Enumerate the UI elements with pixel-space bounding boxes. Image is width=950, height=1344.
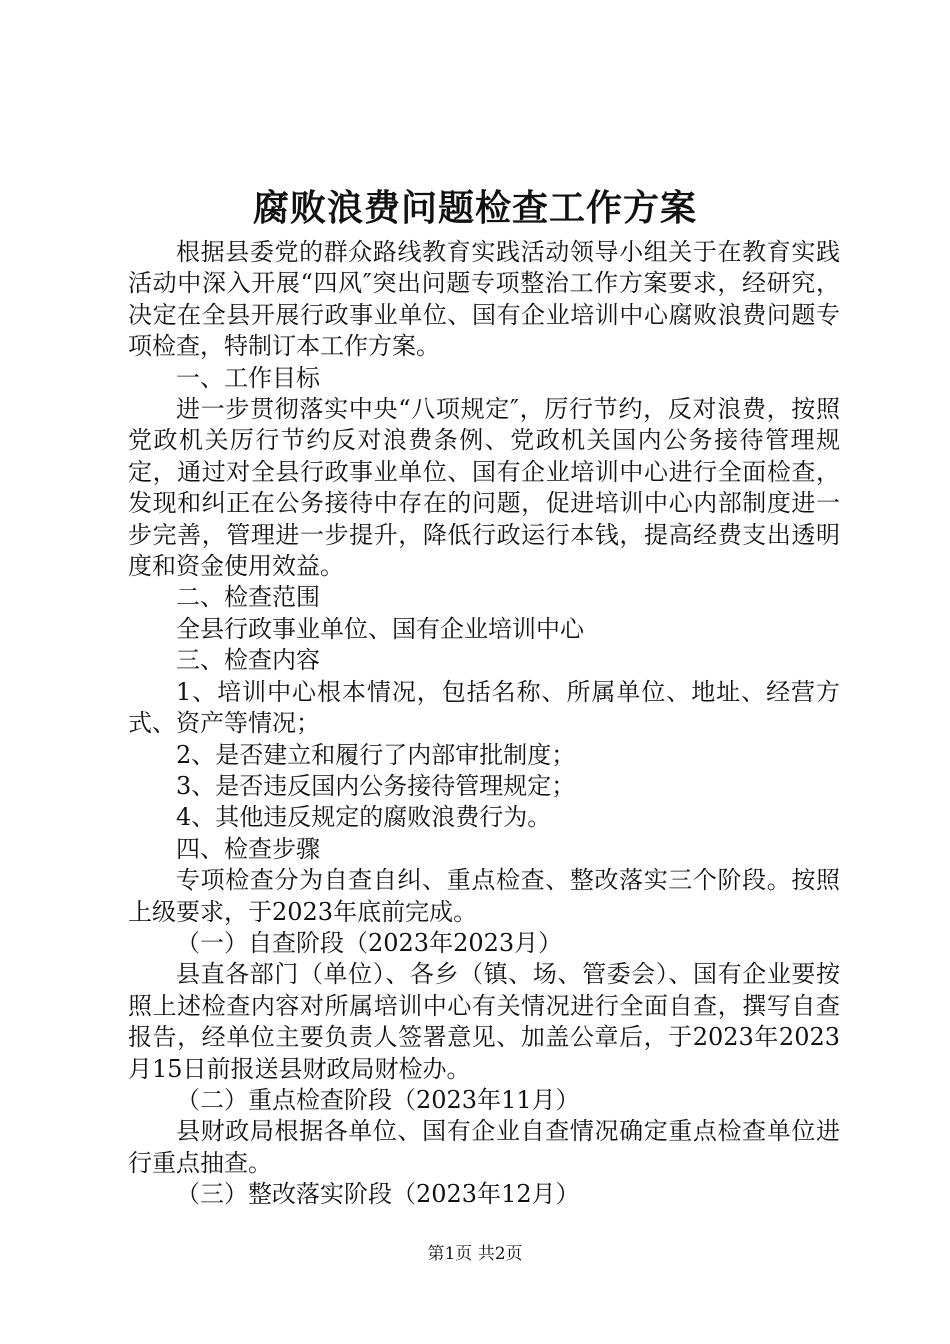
section-heading-goals: 一、工作目标 <box>176 363 320 392</box>
section-heading-scope: 二、检查范围 <box>176 583 320 612</box>
goals-paragraph: 进一步贯彻落实中央“八项规定″，厉行节约，反对浪费，按照党政机关厉行节约反对浪费条例、党政机关国内公务接待管理规定，通过对全县行政事业单位、国有企业培训中心进行全面检查，发现和纠正在公务接待中存在的问题，促进培训中心内部制度进一步完善，管理进一步提升，降低行政运行本钱，提高经费支出透明度和资金使用效益。 <box>128 395 840 581</box>
subheading-key-inspection: （二）重点检查阶段（2023年11月） <box>176 1085 580 1114</box>
subheading-rectification: （三）整改落实阶段（2023年12月） <box>176 1180 580 1209</box>
content-item-3: 3、是否违反国内公务接待管理规定； <box>176 771 576 800</box>
section-heading-content: 三、检查内容 <box>176 646 320 675</box>
section-heading-steps: 四、检查步骤 <box>176 834 320 863</box>
page-number-footer: 第1页 共2页 <box>427 1244 523 1264</box>
subheading-self-check: （一）自查阶段（2023年2023月） <box>176 928 563 957</box>
intro-paragraph: 根据县委党的群众路线教育实践活动领导小组关于在教育实践活动中深入开展“四风″突出问题专项整治工作方案要求，经研究，决定在全县开展行政事业单位、国有企业培训中心腐败浪费问题专项检查，特制订本工作方案。 <box>128 238 840 361</box>
steps-paragraph: 专项检查分为自查自纠、重点检查、整改落实三个阶段。按照上级要求，于2023年底前完成。 <box>128 866 840 926</box>
content-item-2: 2、是否建立和履行了内部审批制度； <box>176 740 576 769</box>
content-item-4: 4、其他违反规定的腐败浪费行为。 <box>176 803 552 832</box>
key-inspection-paragraph: 县财政局根据各单位、国有企业自查情况确定重点检查单位进行重点抽查。 <box>128 1117 840 1177</box>
scope-paragraph: 全县行政事业单位、国有企业培训中心 <box>176 614 584 643</box>
self-check-paragraph: 县直各部门（单位）、各乡（镇、场、管委会）、国有企业要按照上述检查内容对所属培训中心有关情况进行全面自查，撰写自查报告，经单位主要负责人签署意见、加盖公章后，于2023年2023月15日前报送县财政局财检办。 <box>128 960 840 1083</box>
content-item-1: 1、培训中心根本情况，包括名称、所属单位、地址、经营方式、资产等情况； <box>128 677 840 738</box>
document-body <box>128 237 840 1211</box>
document-title: 腐败浪费问题检查工作方案 <box>252 187 697 229</box>
